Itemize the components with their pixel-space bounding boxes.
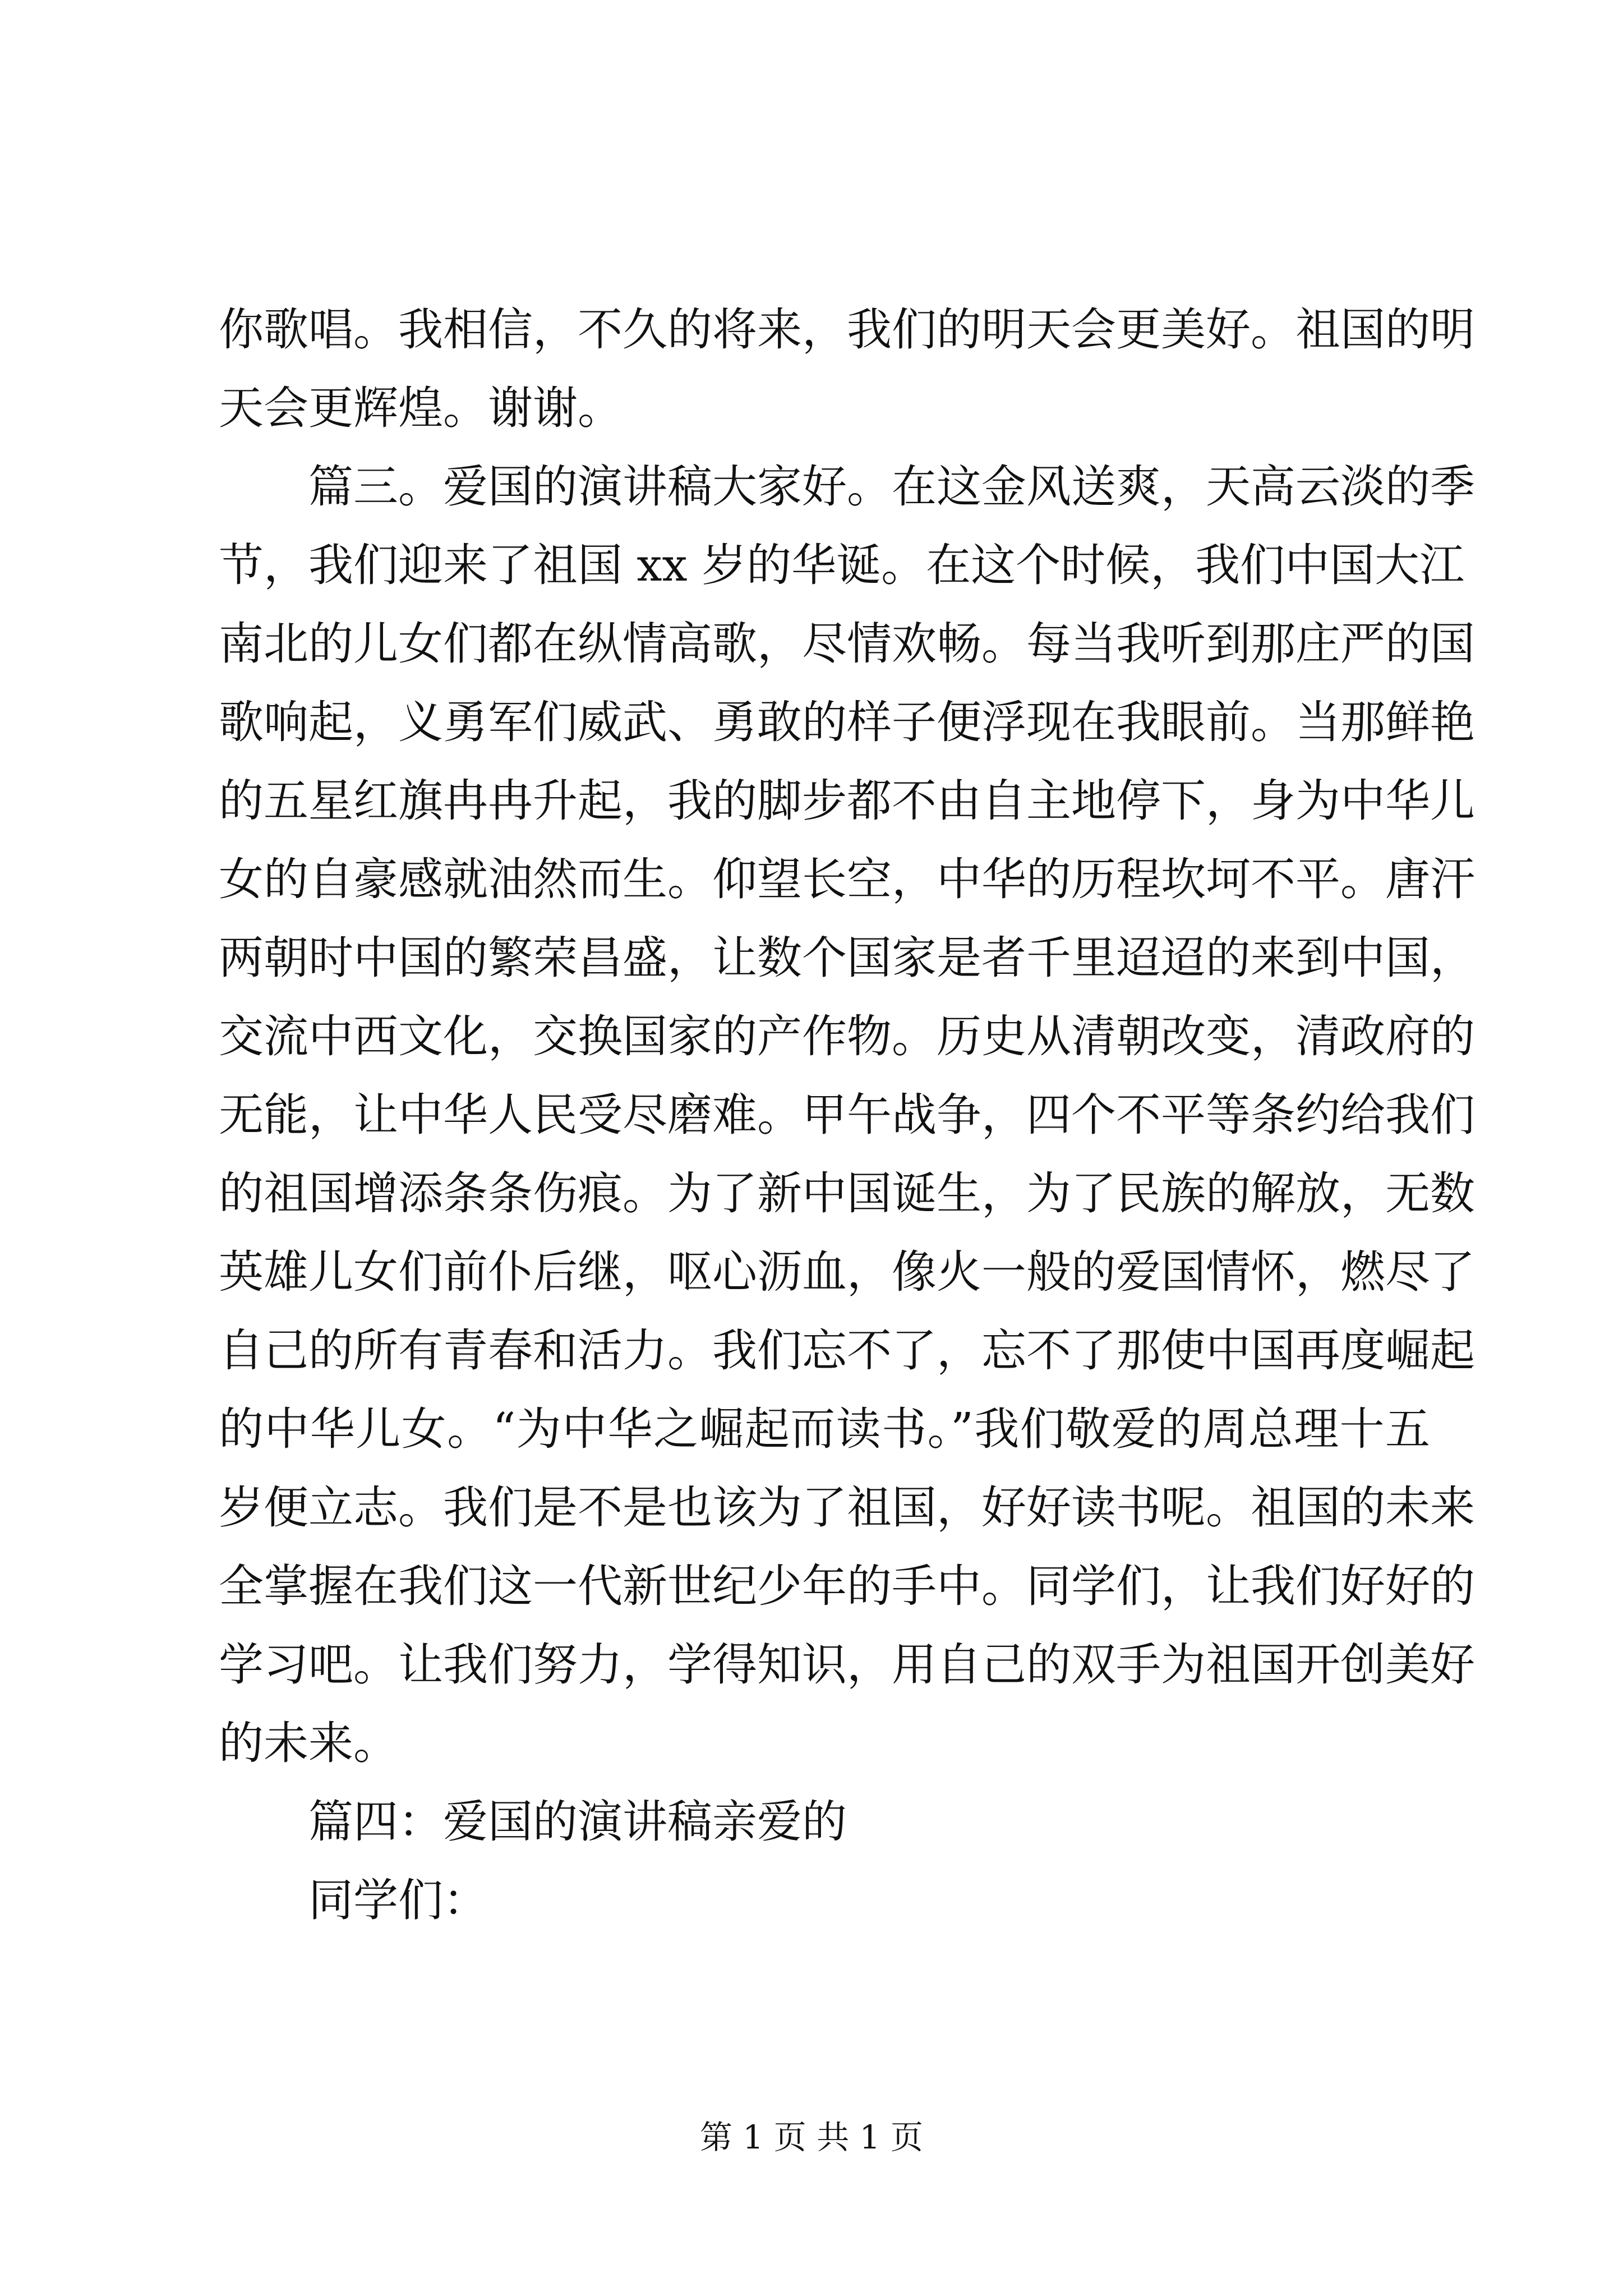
text-line: 自己的所有青春和活力。我们忘不了，忘不了那使中国再度崛起 xyxy=(219,1324,1475,1377)
text-line: 无能，让中华人民受尽磨难。甲午战争，四个不平等条约给我们 xyxy=(219,1089,1475,1141)
text-line: 歌响起，义勇军们威武、勇敢的样子便浮现在我眼前。当那鲜艳 xyxy=(219,696,1475,748)
text-line: 篇三。爱国的演讲稿大家好。在这金风送爽，天高云淡的季 xyxy=(308,461,1475,513)
text-line: 节，我们迎来了祖国 xx 岁的华诞。在这个时候，我们中国大江 xyxy=(219,539,1465,591)
text-line: 岁便立志。我们是不是也该为了祖国，好好读书呢。祖国的未来 xyxy=(219,1481,1475,1534)
text-line: 两朝时中国的繁荣昌盛，让数个国家是者千里迢迢的来到中国， xyxy=(219,932,1475,984)
text-line: 天会更辉煌。谢谢。 xyxy=(219,382,623,434)
text-line: 英雄儿女们前仆后继，呕心沥血，像火一般的爱国情怀，燃尽了 xyxy=(219,1246,1475,1298)
text-line: 全掌握在我们这一代新世纪少年的手中。同学们，让我们好好的 xyxy=(219,1560,1475,1612)
text-line: 女的自豪感就油然而生。仰望长空，中华的历程坎坷不平。唐汗 xyxy=(219,853,1475,905)
text-line: 的未来。 xyxy=(219,1717,398,1769)
text-line: 的五星红旗冉冉升起，我的脚步都不由自主地停下，身为中华儿 xyxy=(219,775,1475,827)
text-line: 的祖国增添条条伤痕。为了新中国诞生，为了民族的解放，无数 xyxy=(219,1167,1475,1220)
text-line: 的中华儿女。“为中华之崛起而读书。”我们敬爱的周总理十五 xyxy=(219,1403,1430,1455)
text-line: 同学们： xyxy=(308,1874,488,1926)
document-body xyxy=(219,291,1475,1940)
text-line: 你歌唱。我相信，不久的将来，我们的明天会更美好。祖国的明 xyxy=(219,303,1475,356)
page-footer: 第 1 页 共 1 页 xyxy=(700,2118,923,2156)
text-line: 南北的儿女们都在纵情高歌，尽情欢畅。每当我听到那庄严的国 xyxy=(219,618,1475,670)
text-line: 篇四：爱国的演讲稿亲爱的 xyxy=(308,1796,847,1848)
text-line: 交流中西文化，交换国家的产作物。历史从清朝改变，清政府的 xyxy=(219,1010,1475,1062)
text-line: 学习吧。让我们努力，学得知识，用自己的双手为祖国开创美好 xyxy=(219,1639,1475,1691)
